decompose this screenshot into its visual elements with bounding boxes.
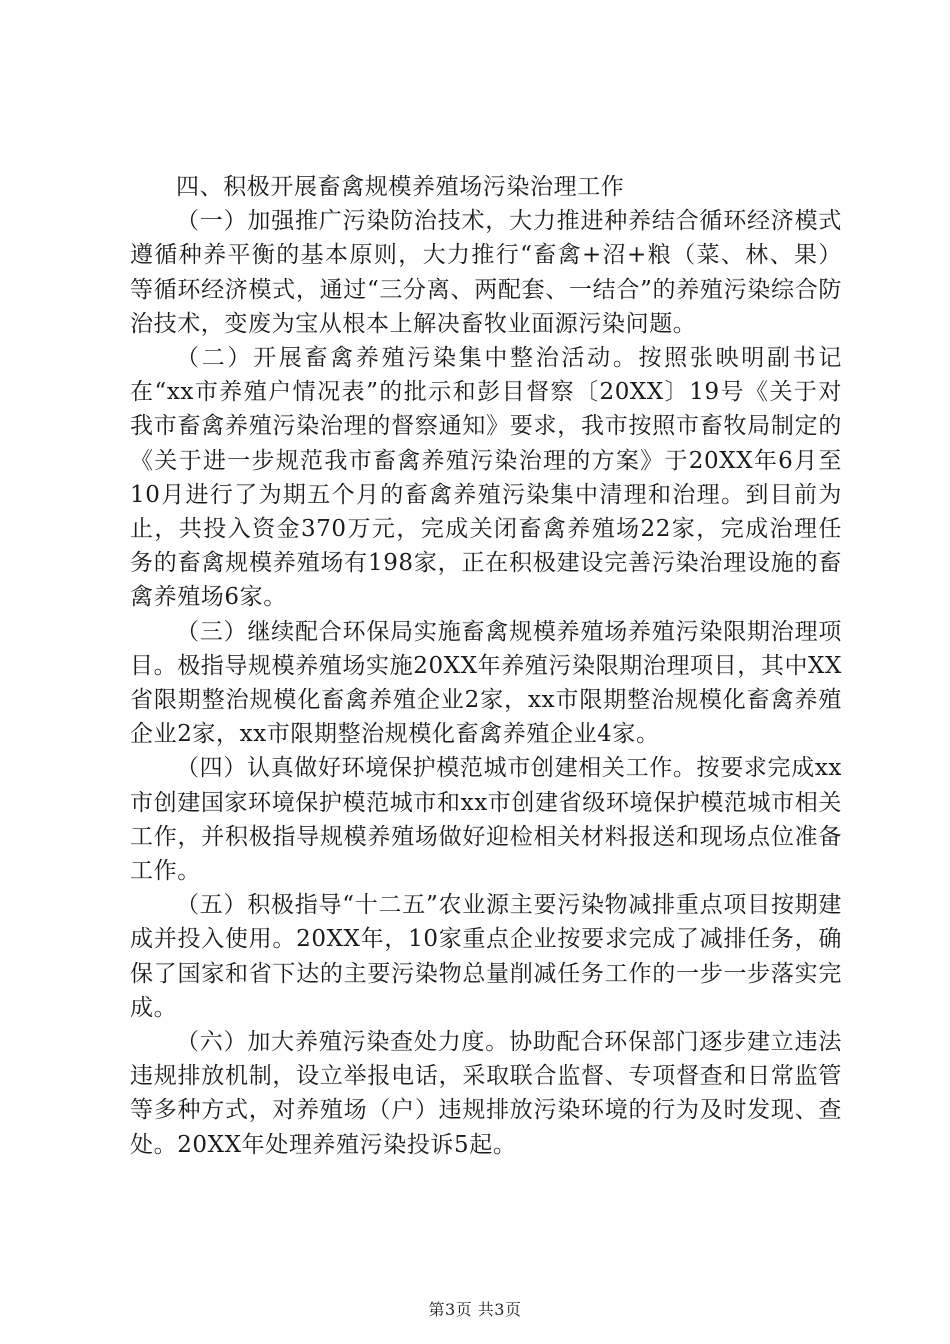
- paragraph-4: （四）认真做好环境保护模范城市创建相关工作。按要求完成xx市创建国家环境保护模范城市和xx市创建省级环境保护模范城市相关工作，并积极指导规模养殖场做好迎检相关材料报送和现场点位准备工作。: [130, 755, 842, 885]
- paragraph-6: （六）加大养殖污染查处力度。协助配合环保部门逐步建立违法违规排放机制，设立举报电话，采取联合监督、专项督查和日常监管等多种方式，对养殖场（户）违规排放污染环境的行为及时发现、查处。20XX年处理养殖污染投诉5起。: [130, 1029, 842, 1158]
- document-body: [130, 170, 842, 1162]
- paragraph-1: （一）加强推广污染防治技术，大力推进种养结合循环经济模式遵循种养平衡的基本原则，大力推行“畜禽+沼+粮（菜、林、果）等循环经济模式，通过“三分离、两配套、一结合”的养殖污染综合防治技术，变废为宝从根本上解决畜牧业面源污染问题。: [130, 208, 842, 337]
- page-number-footer: 第3页 共3页: [428, 1300, 522, 1319]
- paragraph-3: （三）继续配合环保局实施畜禽规模养殖场养殖污染限期治理项目。极指导规模养殖场实施20XX年养殖污染限期治理项目，其中XX省限期整治规模化畜禽养殖企业2家，xx市限期整治规模化畜禽养殖企业2家，xx市限期整治规模化畜禽养殖企业4家。: [130, 618, 842, 748]
- paragraph-2: （二）开展畜禽养殖污染集中整治活动。按照张映明副书记在“xx市养殖户情况表”的批示和彭目督察〔20XX〕19号《关于对我市畜禽养殖污染治理的督察通知》要求，我市按照市畜牧局制定的《关于进一步规范我市畜禽养殖污染治理的方案》于20XX年6月至10月进行了为期五个月的畜禽养殖污染集中清理和治理。到目前为止，共投入资金370万元，完成关闭畜禽养殖场22家，完成治理任务的畜禽规模养殖场有198家，正在积极建设完善污染治理设施的畜禽养殖场6家。: [130, 345, 842, 611]
- paragraph-5: （五）积极指导“十二五”农业源主要污染物减排重点项目按期建成并投入使用。20XX年，10家重点企业按要求完成了减排任务，确保了国家和省下达的主要污染物总量削减任务工作的一步一步落实完成。: [130, 892, 842, 1021]
- section-heading: 四、积极开展畜禽规模养殖场污染治理工作: [176, 174, 625, 200]
